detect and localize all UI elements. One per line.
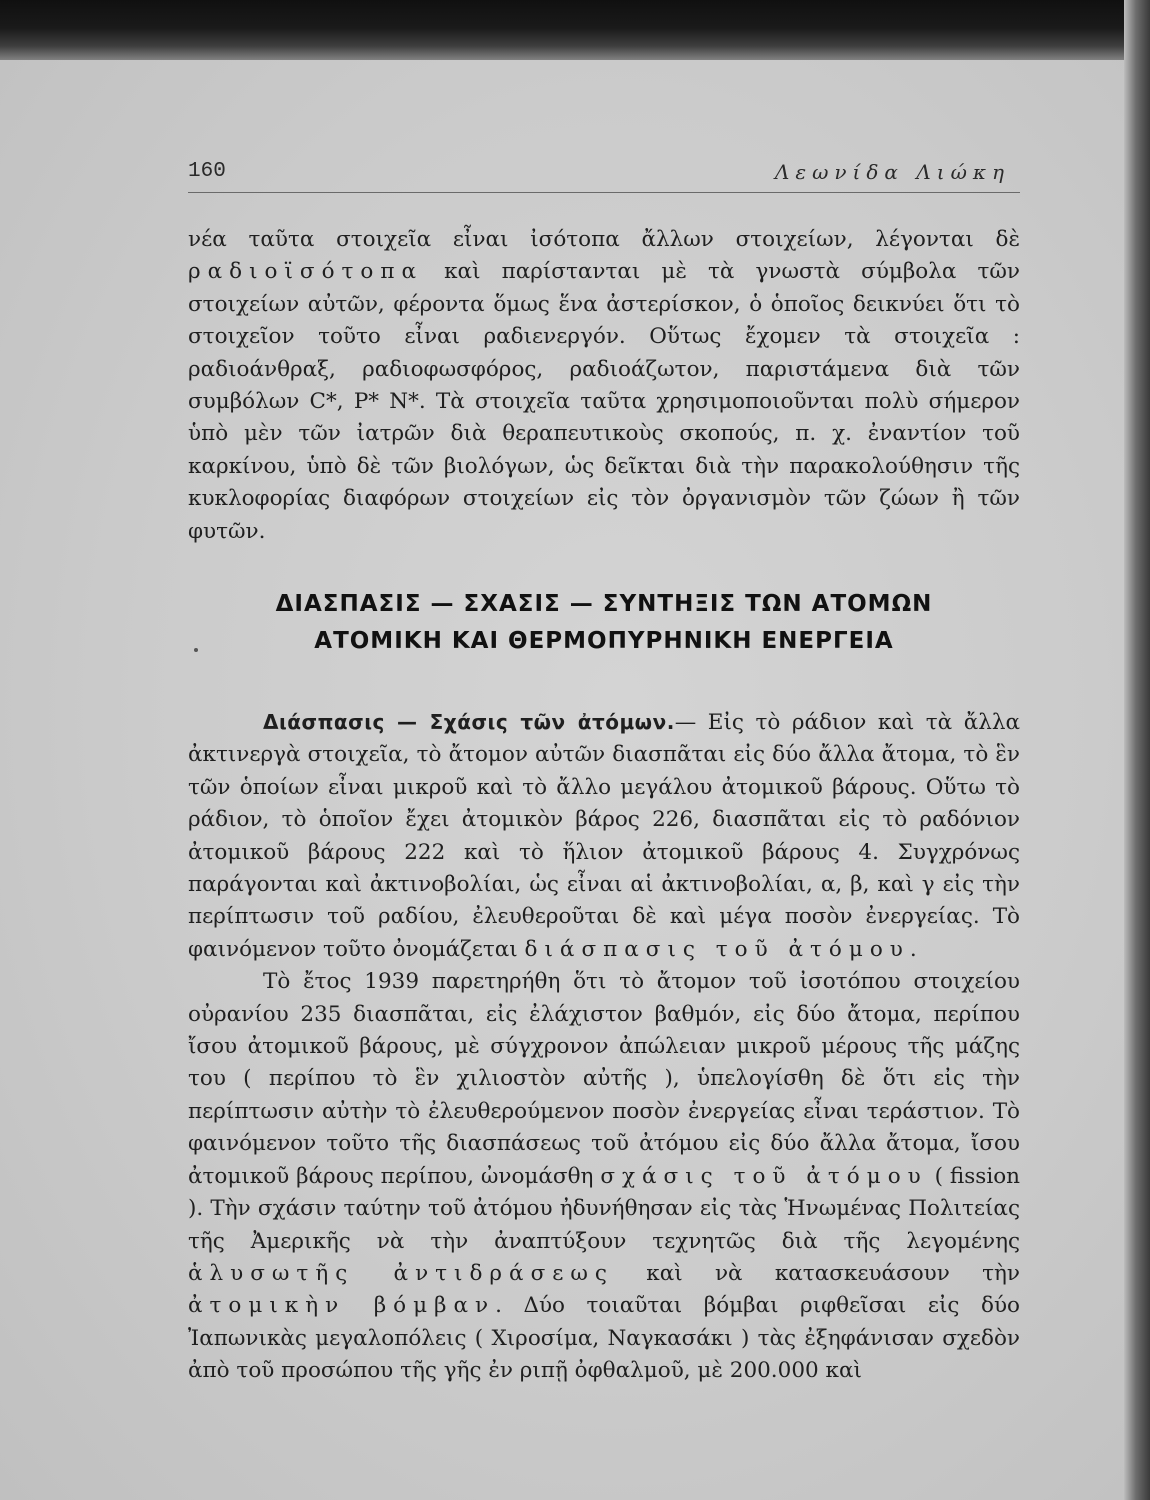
intro-text-after: καὶ παρίστανται μὲ τὰ γνωστὰ σύμβολα τῶν στοιχείων αὐτῶν, φέροντα ὅμως ἕνα ἀστερίσκον, ὁ ὁποῖος δεικνύει ὅτι τὸ στοιχεῖον τοῦτο εἶναι ραδιενεργόν. Οὕτως ἔχομεν τὰ στοιχεῖα : ραδιοάνθραξ, ραδιοφωσφόρος, ραδιοάζωτον, παριστάμενα διὰ τῶν συμβόλων C*, P* N*. Τὰ στοιχεῖα ταῦτα χρησιμοποιοῦνται πολὺ σήμερον ὑπὸ μὲν τῶν ἰατρῶν διὰ θεραπευτικοὺς σκοπούς, π. χ. ἐναντίον τοῦ καρκίνου, ὑπὸ δὲ τῶν βιολόγων, ὡς δεῖκται διὰ τὴν παρακολούθησιν τῆς κυκλοφορίας διαφόρων στοιχείων εἰς τὸν ὀργανισμὸν τῶν ζώων ἢ τῶν φυτῶν. xyxy=(188,259,1020,544)
fission-section-body xyxy=(188,706,1020,1388)
paragraph-disintegration-text: — Εἰς τὸ ράδιον καὶ τὰ ἄλλα ἀκτινεργὰ στοιχεῖα, τὸ ἄτομον αὐτῶν διασπᾶται εἰς δύο ἄλλα ἄτομα, τὸ ἓν τῶν ὁποίων εἶναι μικροῦ καὶ τὸ ἄλλο μεγάλου ἀτομικοῦ βάρους. Οὕτω τὸ ράδιον, τὸ ὁποῖον ἔχει ἀτομικὸν βάρος 226, διασπᾶται εἰς τὸ ραδόνιον ἀτομικοῦ βάρους 222 καὶ τὸ ἥλιον ἀτομικοῦ βάρους 4. Συγχρόνως παράγονται καὶ ἀκτινοβολίαι, ὡς εἶναι αἱ ἀκτινοβολίαι, α, β, καὶ γ εἰς τὴν περίπτωσιν τοῦ ραδίου, ἐλευθεροῦται δὲ καὶ μέγα ποσὸν ἐνεργείας. Τὸ φαινόμενον τοῦτο ὀνομάζεται xyxy=(188,710,1020,962)
term-fission: σχάσις τοῦ ἀτόμου xyxy=(600,1163,928,1189)
run-in-heading: Διάσπασις — Σχάσις τῶν ἀτόμων. xyxy=(263,710,675,734)
term-disintegration: διάσπασις τοῦ ἀτόμου. xyxy=(524,936,924,962)
intro-text xyxy=(188,224,1020,548)
paragraph-fission-text-b: ( fission ). Τὴν σχάσιν ταύτην τοῦ ἀτόμου ἠδυνήθησαν εἰς τὰς Ἡνωμένας Πολιτείας τῆς Ἀμερικῆς νὰ τὴν ἀναπτύξουν τεχνητῶς διὰ τῆς λεγομένης xyxy=(188,1163,1020,1254)
scanner-right-edge xyxy=(1124,0,1150,1500)
author-name: Λεωνίδα Λιώκη xyxy=(774,160,1010,184)
intro-text-before: νέα ταῦτα στοιχεῖα εἶναι ἰσότοπα ἄλλων στοιχείων, λέγονται δὲ xyxy=(188,227,1020,252)
term-atomic-bomb: ἀτομικὴν βόμβαν xyxy=(188,1293,496,1319)
intro-paragraph xyxy=(188,224,1020,548)
scan-speck xyxy=(194,648,198,652)
section-heading xyxy=(188,586,1020,660)
term-radioisotopes: ραδιοϊσότοπα xyxy=(188,259,424,285)
paragraph-fission-text-c: καὶ νὰ κατασκευάσουν τὴν xyxy=(613,1260,1020,1286)
paragraph-fission-text-a: Τὸ ἔτος 1939 παρετηρήθη ὅτι τὸ ἄτομον τοῦ ἰσοτόπου στοιχείου οὐρανίου 235 διασπᾶται, εἰς ἐλάχιστον βαθμόν, εἰς δύο ἄτομα, περίπου ἴσου ἀτομικοῦ βάρους, μὲ σύγχρονον ἀπώλειαν μικροῦ μέρους τῆς μάζης του ( περίπου τὸ ἓν χιλιοστὸν αὐτῆς ), ὑπελογίσθη δὲ ὅτι εἰς τὴν περίπτωσιν αὐτὴν τὸ ἐλευθερούμενον ποσὸν ἐνεργείας εἶναι τεράστιον. Τὸ φαινόμενον τοῦτο τῆς διασπάσεως τοῦ ἀτόμου εἰς δύο ἄλλα ἄτομα, ἴσου ἀτομικοῦ βάρους περίπου, ὠνομάσθη xyxy=(188,969,1020,1189)
term-chain-reaction: ἁλυσωτῆς ἀντιδράσεως xyxy=(188,1260,614,1286)
paragraph-fission-text-d: . Δύο τοιαῦται βόμβαι ριφθεῖσαι εἰς δύο Ἰαπωνικὰς μεγαλοπόλεις ( Χιροσίμα, Ναγκασάκι ) τὰς ἐξηφάνισαν σχεδὸν ἀπὸ τοῦ προσώπου τῆς γῆς ἐν ριπῇ ὀφθαλμοῦ, μὲ 200.000 καὶ xyxy=(188,1293,1020,1384)
paragraph-fission xyxy=(188,966,1020,1387)
paragraph-disintegration xyxy=(188,706,1020,966)
running-header xyxy=(188,158,1020,193)
section-heading-line2: ΑΤΟΜΙΚΗ ΚΑΙ ΘΕΡΜΟΠΥΡΗΝΙΚΗ ΕΝΕΡΓΕΙΑ xyxy=(314,628,894,654)
section-heading-line1: ΔΙΑΣΠΑΣΙΣ — ΣΧΑΣΙΣ — ΣΥΝΤΗΞΙΣ ΤΩΝ ΑΤΟΜΩΝ xyxy=(275,591,933,617)
page-number: 160 xyxy=(188,160,226,183)
